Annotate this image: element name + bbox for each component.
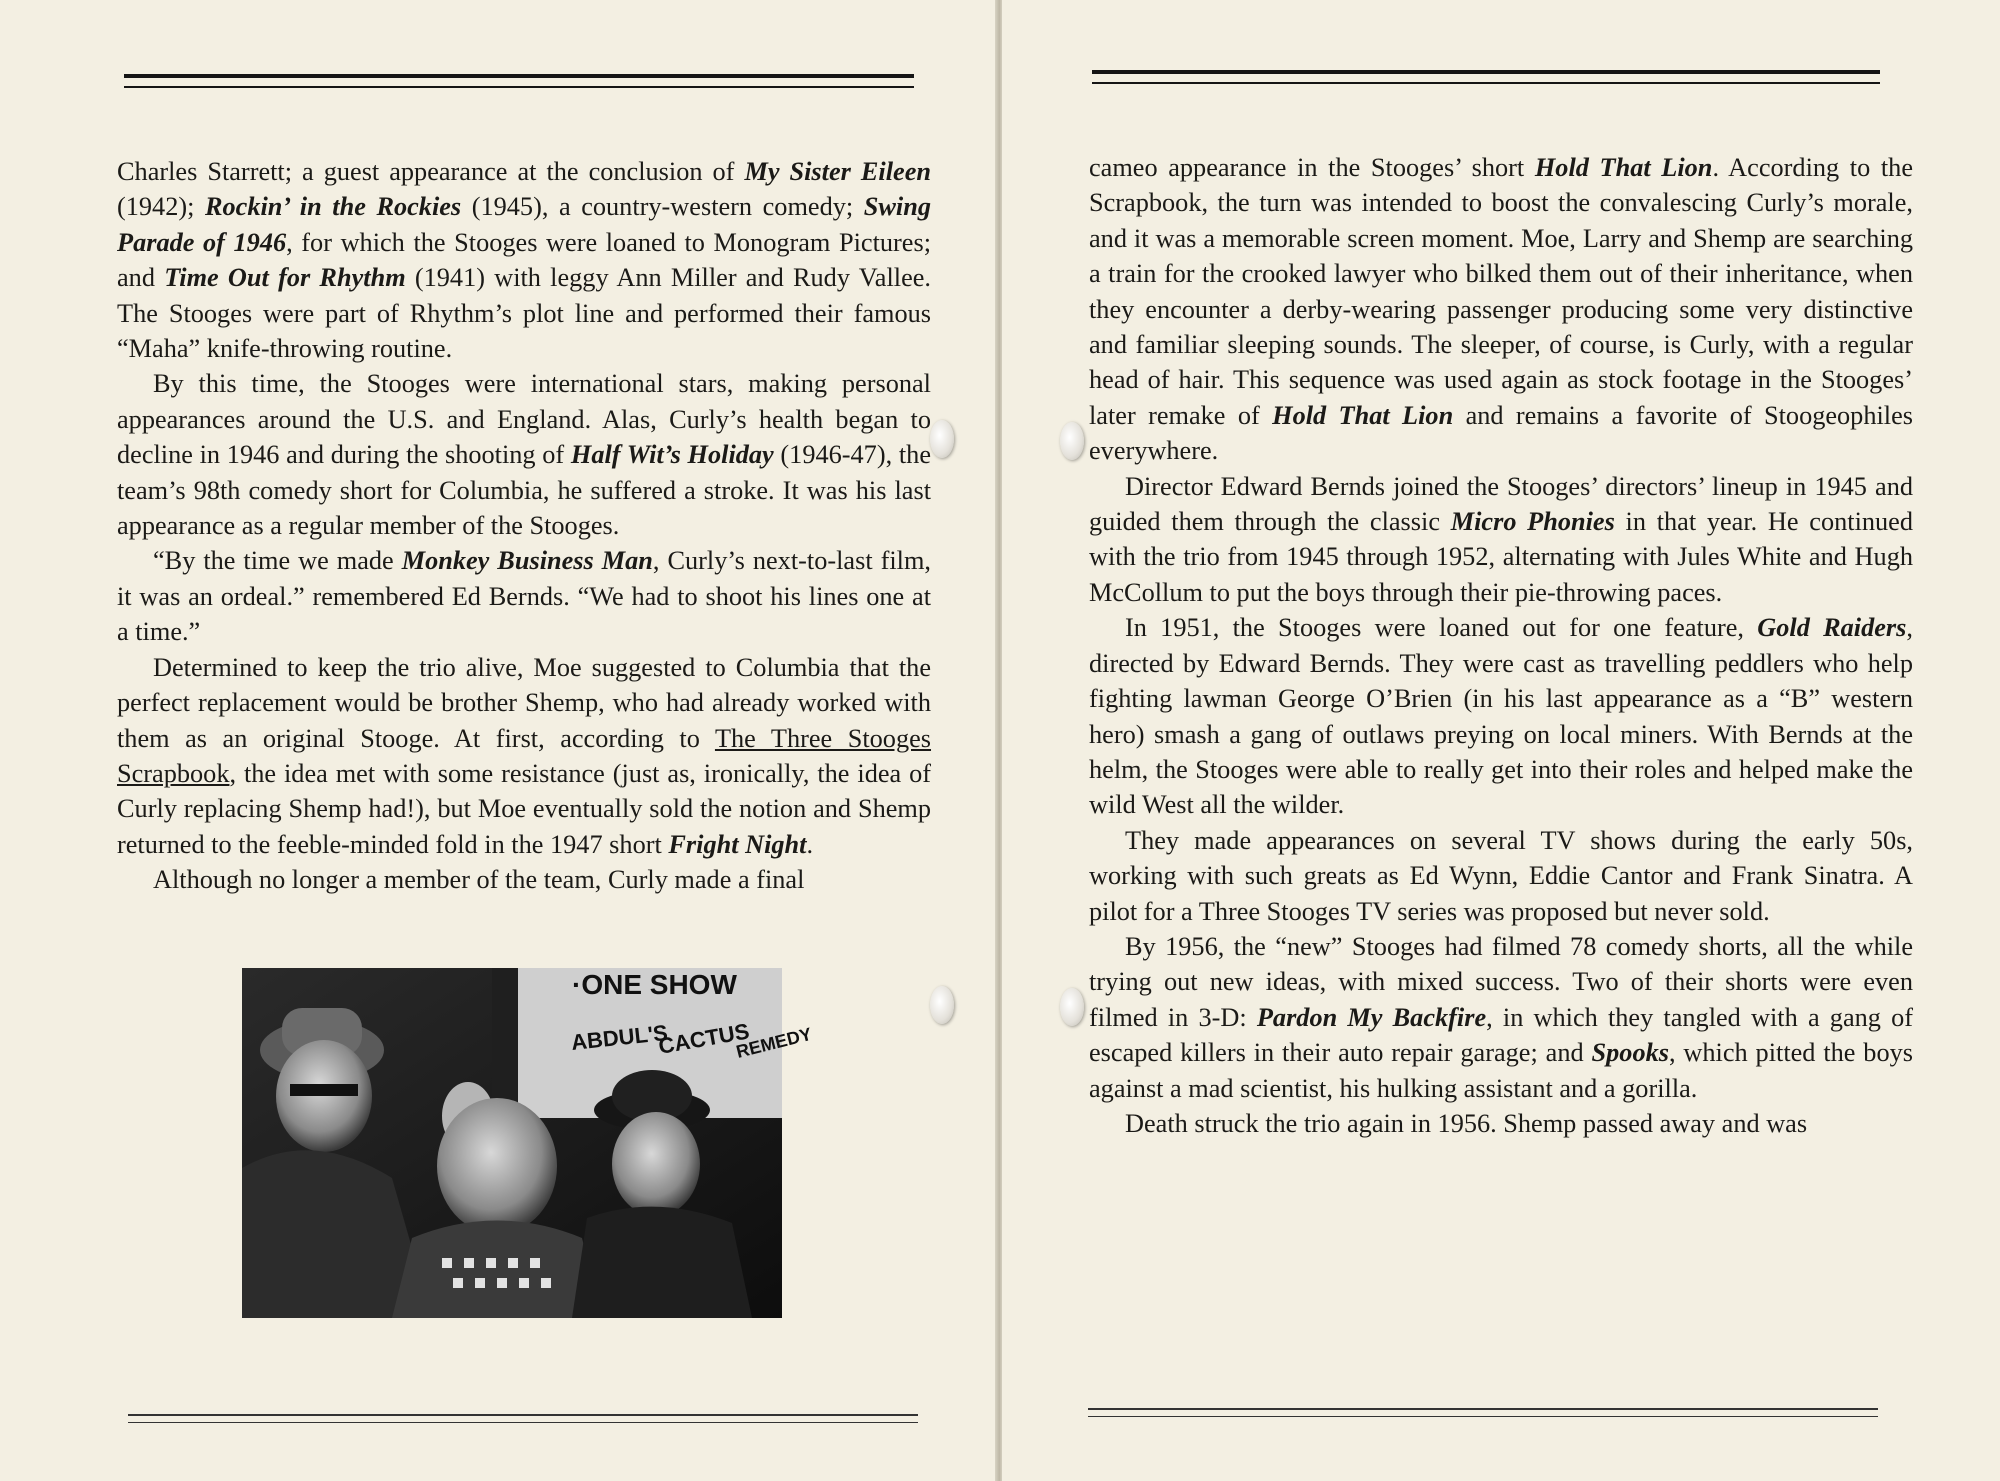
stooges-photo <box>242 968 814 1318</box>
text-run: (1941) with leggy Ann Miller and Rudy Vallee. The Stooges were part of Rhythm’s plot line and performed their famous “Maha” knife-throwing routine. <box>117 263 932 364</box>
text-run: By this time, the Stooges were international stars, making personal appearances around the U.S. and England. Alas, Curly’s health began to decline in 1946 and during the shooting of <box>117 369 931 470</box>
right-body-text <box>1089 150 1913 1141</box>
staple-left-upper <box>930 420 954 458</box>
film-title: Fright Night <box>668 829 807 859</box>
right-paragraph-6 <box>1089 1106 1913 1141</box>
text-run: Determined to keep the trio alive, Moe suggested to Columbia that the perfect replacement would be brother Shemp, who had already worked with them as an original Stooge. At first, according to <box>117 652 931 753</box>
text-run: Although no longer a member of the team, Curly made a final <box>153 865 805 895</box>
text-run: Charles Starrett; a guest appearance at the conclusion of <box>117 157 745 186</box>
text-run: . <box>806 829 814 859</box>
text-run: , the idea met with some resistance (just as, ironically, the idea of Curly replacing Shemp had!), but Moe eventually sold the notion and Shemp returned to the feeble-minded fold in the 1947 short <box>117 758 931 859</box>
top-rule-right <box>1092 70 1880 84</box>
text-run: cameo appearance in the Stooges’ short <box>1089 153 1535 182</box>
film-title: Spooks <box>1591 1038 1669 1068</box>
text-run: Director Edward Bernds joined the Stooges’ directors’ lineup in 1945 and guided them through the classic <box>1089 471 1913 537</box>
film-title: Swing Parade of 1946 <box>117 192 931 257</box>
photo-sign-top: ·ONE SHOW <box>572 969 737 1000</box>
staple-right-lower <box>1060 988 1084 1026</box>
text-run: They made appearances on several TV shows during the early 50s, working with such greats as Ed Wynn, Eddie Cantor and Frank Sinatra. A pilot for a Three Stooges TV series was proposed but never sold. <box>1089 825 1913 926</box>
bottom-rule-right <box>1088 1408 1878 1417</box>
right-paragraph-1 <box>1089 150 1913 469</box>
text-run: in that year. He continued with the trio from 1945 through 1952, alternating with Jules White and Hugh McCollum to put the boys through their pie-throwing paces. <box>1089 507 1913 607</box>
book-title: The Three Stooges Scrapbook <box>117 723 932 788</box>
left-paragraph-5 <box>117 862 931 897</box>
left-body-text <box>117 154 931 898</box>
film-title: Hold That Lion <box>1534 153 1713 182</box>
film-title: Hold That Lion <box>1272 400 1454 430</box>
right-paragraph-2 <box>1089 469 1913 611</box>
text-run: . According to the Scrapbook, the turn was intended to boost the convalescing Curly’s morale, and it was a memorable screen moment. Moe, Larry and Shemp are searching a train for the crooked lawyer who bilked them out of their inheritance, when they encounter a derby-wearing passenger producing some very distinctive and familiar sleeping sounds. The sleeper, of course, is Curly, with a regular head of hair. This sequence was used again as stock footage in the Stooges’ later remake of <box>1089 153 1913 430</box>
text-run: , for which the Stooges were loaned to Monogram Pictures; and <box>117 227 931 293</box>
film-title: Time Out for Rhythm <box>164 263 406 293</box>
staple-left-lower <box>930 986 954 1024</box>
text-run: In 1951, the Stooges were loaned out for one feature, <box>1125 613 1758 643</box>
left-paragraph-2 <box>117 366 931 543</box>
bottom-rule-left <box>128 1414 918 1423</box>
left-paragraph-3 <box>117 543 931 649</box>
film-title: Gold Raiders <box>1757 613 1907 643</box>
text-run: , Curly’s next-to-last film, it was an ordeal.” remembered Ed Bernds. “We had to shoot his lines one at a time.” <box>117 546 931 647</box>
photo-illustration <box>242 968 814 1318</box>
text-run: “By the time we made <box>153 546 402 576</box>
text-run: (1945), a country-western comedy; <box>461 192 864 222</box>
photo-sign-abduls: ABDUL'S <box>569 1019 669 1055</box>
text-run: , in which they tangled with a gang of escaped killers in their auto repair garage; and <box>1089 1002 1914 1068</box>
left-paragraph-4 <box>117 650 931 862</box>
film-title: Micro Phonies <box>1450 507 1615 537</box>
film-title: My Sister Eileen <box>744 157 931 186</box>
right-page <box>1002 0 2000 1481</box>
text-run: , directed by Edward Bernds. They were cast as travelling peddlers who help fighting lawman George O’Brien (in his last appearance as a “B” western hero) smash a gang of outlaws preying on local miners. With Bernds at the helm, the Stooges were able to really get into their roles and helped make the wild West all the wilder. <box>1089 613 1913 820</box>
film-title: Pardon My Backfire <box>1256 1002 1487 1032</box>
photo-sign-cactus: CACTUS <box>656 1018 752 1059</box>
film-title: Half Wit’s Holiday <box>570 440 774 470</box>
left-paragraph-1 <box>117 154 931 366</box>
left-page <box>0 0 998 1481</box>
photo-sign-remedy: REMEDY <box>734 1023 814 1062</box>
right-paragraph-5 <box>1089 929 1913 1106</box>
text-run: , which pitted the boys against a mad scientist, his hulking assistant and a gorilla. <box>1089 1038 1913 1103</box>
top-rule-left <box>124 74 914 88</box>
film-title: Rockin’ in the Rockies <box>204 192 462 222</box>
text-run: (1946-47), the team’s 98th comedy short for Columbia, he suffered a stroke. It was his last appearance as a regular member of the Stooges. <box>117 440 931 541</box>
film-title: Monkey Business Man <box>401 546 653 576</box>
right-paragraph-4 <box>1089 823 1913 929</box>
text-run: Death struck the trio again in 1956. Shemp passed away and was <box>1125 1108 1808 1138</box>
text-run: By 1956, the “new” Stooges had filmed 78 comedy shorts, all the while trying out new ideas, with mixed success. Two of their shorts were even filmed in 3-D: <box>1089 931 1913 1032</box>
text-run: and remains a favorite of Stoogeophiles everywhere. <box>1089 400 1913 466</box>
text-run: (1942); <box>117 192 205 222</box>
right-paragraph-3 <box>1089 610 1913 822</box>
staple-right-upper <box>1060 422 1084 460</box>
